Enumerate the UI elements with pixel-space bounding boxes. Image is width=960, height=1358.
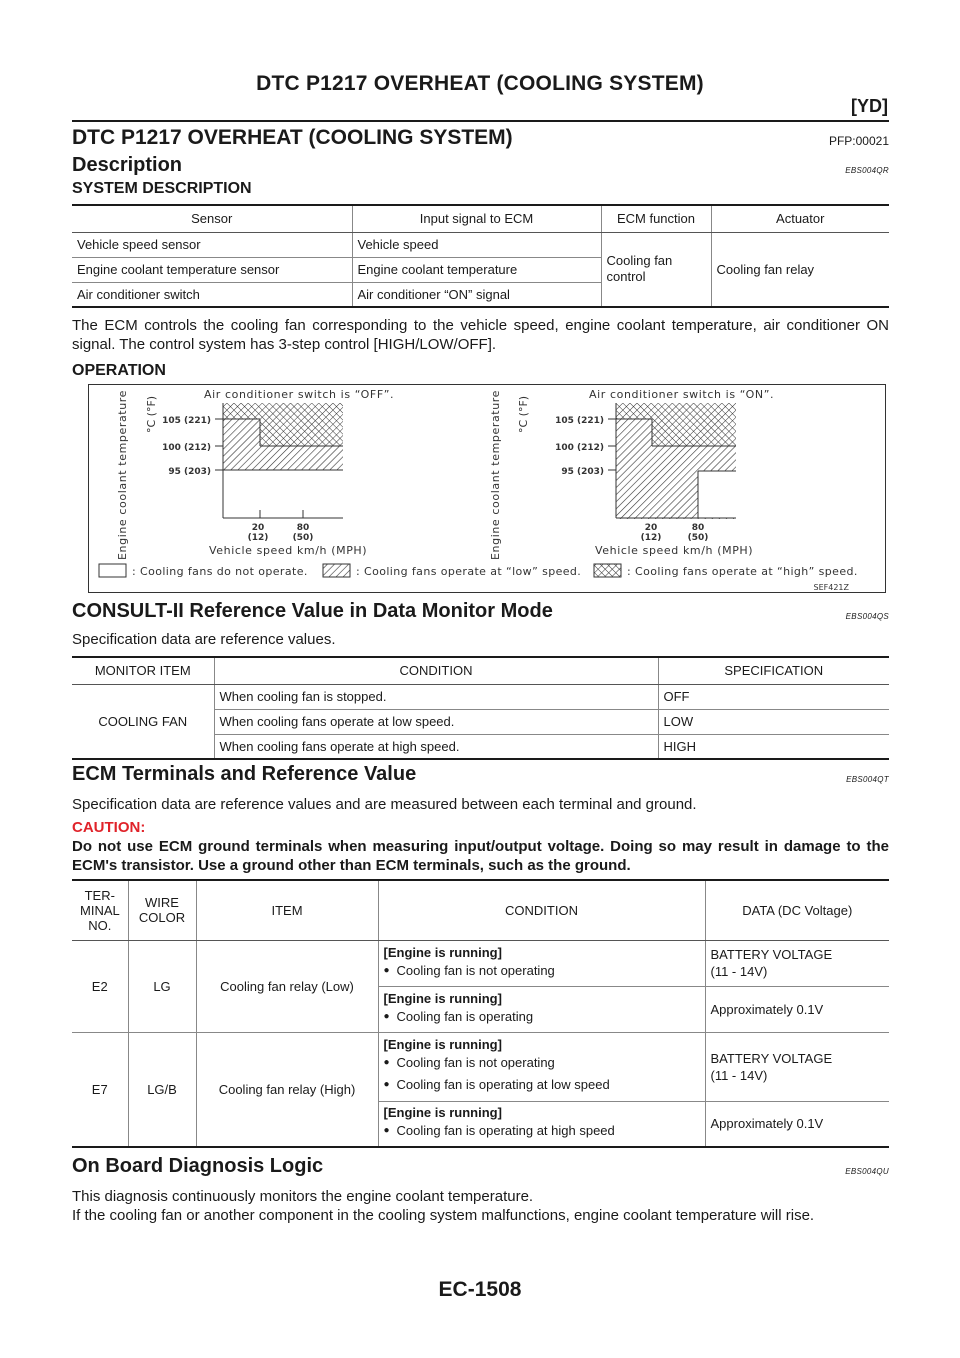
condition-bullet: ● Cooling fan is operating	[384, 1006, 700, 1028]
page-number: EC-1508	[438, 1278, 522, 1301]
table-cell: When cooling fans operate at high speed.	[214, 734, 658, 759]
obd-text-2: If the cooling fan or another component in the cooling system malfunctions, engine coolant temperature will rise.	[72, 1207, 815, 1224]
condition-heading: [Engine is running]	[383, 944, 502, 960]
data-cell: Approximately 0.1V	[705, 986, 889, 1032]
condition-heading: [Engine is running]	[383, 990, 502, 1006]
header-cell: Actuator	[711, 205, 889, 232]
condition-cell	[378, 986, 705, 1032]
header-cell: Sensor	[72, 205, 352, 232]
x-tick: 20	[251, 523, 265, 533]
data-line: (11 - 14V)	[710, 964, 768, 979]
table-cell: OFF	[658, 684, 889, 709]
y-axis-label-left: Engine coolant temperature	[116, 389, 129, 560]
actuator-cell: Cooling fan relay	[711, 232, 889, 307]
table-cell: Vehicle speed sensor	[72, 232, 352, 257]
header-cell: TER-MINAL NO.	[72, 880, 128, 940]
x-axis-label-left: Vehicle speed km/h (MPH)	[209, 544, 368, 557]
obd-heading	[72, 1155, 889, 1178]
high-speed-area	[652, 403, 736, 446]
y-tick: 100 (212)	[162, 443, 211, 453]
table-cell: Vehicle speed	[352, 232, 601, 257]
pfp-code: PFP:00021	[828, 134, 889, 148]
consult-heading	[72, 600, 889, 623]
y-unit-right: °C (°F)	[517, 395, 530, 433]
x-tick: 80	[691, 523, 705, 533]
y-tick: 95 (203)	[168, 467, 211, 477]
figure-code: SEF421Z	[813, 583, 849, 592]
header-rule	[72, 120, 889, 122]
ecm-code: EBS004QT	[846, 775, 889, 784]
obd-code: EBS004QU	[845, 1167, 889, 1176]
ecm-heading-text: ECM Terminals and Reference Value	[72, 763, 417, 785]
legend-off: : Cooling fans do not operate.	[132, 565, 308, 578]
header-cell: MONITOR ITEM	[72, 657, 214, 684]
consult-table	[72, 656, 889, 760]
monitor-item-cell: COOLING FAN	[72, 684, 214, 759]
y-tick: 105 (221)	[162, 416, 211, 426]
ecm-heading	[72, 763, 889, 786]
ecm-terminal-table	[72, 879, 889, 1148]
table-cell: Engine coolant temperature	[352, 257, 601, 282]
condition-heading: [Engine is running]	[383, 1037, 502, 1052]
chart-title-left: Air conditioner switch is “OFF”.	[204, 388, 395, 401]
table-header-row	[72, 880, 889, 940]
condition-bullet: ● Cooling fan is not operating	[384, 960, 700, 982]
table-cell: When cooling fan is stopped.	[214, 684, 658, 709]
table-row	[72, 684, 889, 709]
x-tick: 80	[296, 523, 310, 533]
header-cell: SPECIFICATION	[658, 657, 889, 684]
y-tick: 95 (203)	[561, 467, 604, 477]
wire-cell: LG	[128, 940, 196, 1032]
header-cell: CONDITION	[214, 657, 658, 684]
condition-bullet: ● Cooling fan is operating at low speed	[384, 1074, 700, 1096]
description-heading	[72, 154, 889, 177]
consult-heading-text: CONSULT-II Reference Value in Data Monitor Mode	[72, 600, 553, 622]
item-cell: Cooling fan relay (High)	[196, 1032, 378, 1147]
running-header-model: [YD]	[851, 96, 888, 116]
data-line: (11 - 14V)	[710, 1067, 768, 1083]
section-title	[72, 126, 889, 150]
condition-bullet: ● Cooling fan is operating at high speed	[384, 1120, 700, 1142]
condition-cell	[378, 940, 705, 986]
system-description-table	[72, 204, 889, 308]
section-title-text: DTC P1217 OVERHEAT (COOLING SYSTEM)	[72, 126, 513, 149]
legend-swatch-off	[99, 564, 126, 577]
chart-title-right: Air conditioner switch is “ON”.	[589, 388, 775, 401]
table-cell: Engine coolant temperature sensor	[72, 257, 352, 282]
operation-diagram	[89, 385, 887, 594]
table-cell: Air conditioner switch	[72, 282, 352, 307]
legend-swatch-high	[594, 564, 621, 577]
x-tick: (50)	[687, 533, 709, 543]
table-cell: When cooling fans operate at low speed.	[214, 709, 658, 734]
header-cell: WIRE COLOR	[128, 880, 196, 940]
condition-heading: [Engine is running]	[383, 1105, 502, 1121]
data-cell	[705, 1032, 889, 1101]
legend-swatch-low	[323, 564, 350, 577]
header-cell: CONDITION	[378, 880, 705, 940]
description-text: The ECM controls the cooling fan corresponding to the vehicle speed, engine coolant temperature, air conditioner ON signal. The control system has 3-step control [HIGH/LOW/OFF].	[72, 317, 889, 353]
high-speed-area	[260, 403, 343, 446]
table-row	[72, 1032, 889, 1101]
header-cell: DATA (DC Voltage)	[705, 880, 889, 940]
x-tick: (50)	[292, 533, 314, 543]
description-code: EBS004QR	[845, 166, 889, 175]
y-axis-label-right: Engine coolant temperature	[489, 389, 502, 560]
consult-text: Specification data are reference values.	[72, 631, 336, 648]
caution-text: Do not use ECM ground terminals when measuring input/output voltage. Doing so may result in damage to the ECM's transistor. Use a ground other than ECM terminals, such as the ground.	[72, 838, 889, 874]
condition-cell	[378, 1101, 705, 1147]
table-cell: Air conditioner “ON” signal	[352, 282, 601, 307]
data-line: BATTERY VOLTAGE	[710, 1050, 833, 1066]
wire-cell: LG/B	[128, 1032, 196, 1147]
description-heading-text: Description	[72, 154, 183, 176]
terminal-cell: E2	[72, 940, 128, 1032]
table-header-row	[72, 657, 889, 684]
header-cell: ITEM	[196, 880, 378, 940]
operation-figure	[88, 384, 886, 593]
table-cell: HIGH	[658, 734, 889, 759]
table-row	[72, 940, 889, 986]
table-header-row	[72, 205, 889, 232]
legend-low: : Cooling fans operate at “low” speed.	[356, 565, 582, 578]
x-tick: 20	[644, 523, 658, 533]
consult-code: EBS004QS	[845, 612, 889, 621]
header-cell: Input signal to ECM	[352, 205, 601, 232]
table-cell: LOW	[658, 709, 889, 734]
y-tick: 100 (212)	[555, 443, 604, 453]
y-unit-left: °C (°F)	[145, 395, 158, 433]
x-tick: (12)	[247, 533, 269, 543]
running-header-title: DTC P1217 OVERHEAT (COOLING SYSTEM)	[256, 72, 704, 95]
condition-bullet: ● Cooling fan is not operating	[384, 1052, 700, 1074]
obd-heading-text: On Board Diagnosis Logic	[72, 1155, 324, 1177]
data-cell: Approximately 0.1V	[705, 1101, 889, 1147]
system-description-heading: SYSTEM DESCRIPTION	[72, 180, 252, 197]
ecm-text: Specification data are reference values and are measured between each terminal and ground.	[72, 796, 697, 813]
obd-text-1: This diagnosis continuously monitors the engine coolant temperature.	[72, 1188, 534, 1205]
caution-title: CAUTION:	[72, 819, 146, 836]
operation-heading: OPERATION	[72, 362, 166, 379]
header-cell: ECM function	[601, 205, 711, 232]
item-cell: Cooling fan relay (Low)	[196, 940, 378, 1032]
condition-cell	[378, 1032, 705, 1101]
y-tick: 105 (221)	[555, 416, 604, 426]
legend-high: : Cooling fans operate at “high” speed.	[627, 565, 858, 578]
data-cell	[705, 940, 889, 986]
x-axis-label-right: Vehicle speed km/h (MPH)	[595, 544, 754, 557]
x-tick: (12)	[640, 533, 662, 543]
terminal-cell: E7	[72, 1032, 128, 1147]
data-line: BATTERY VOLTAGE	[710, 947, 833, 962]
table-row	[72, 232, 889, 257]
ecm-function-cell: Cooling fan control	[601, 232, 711, 307]
